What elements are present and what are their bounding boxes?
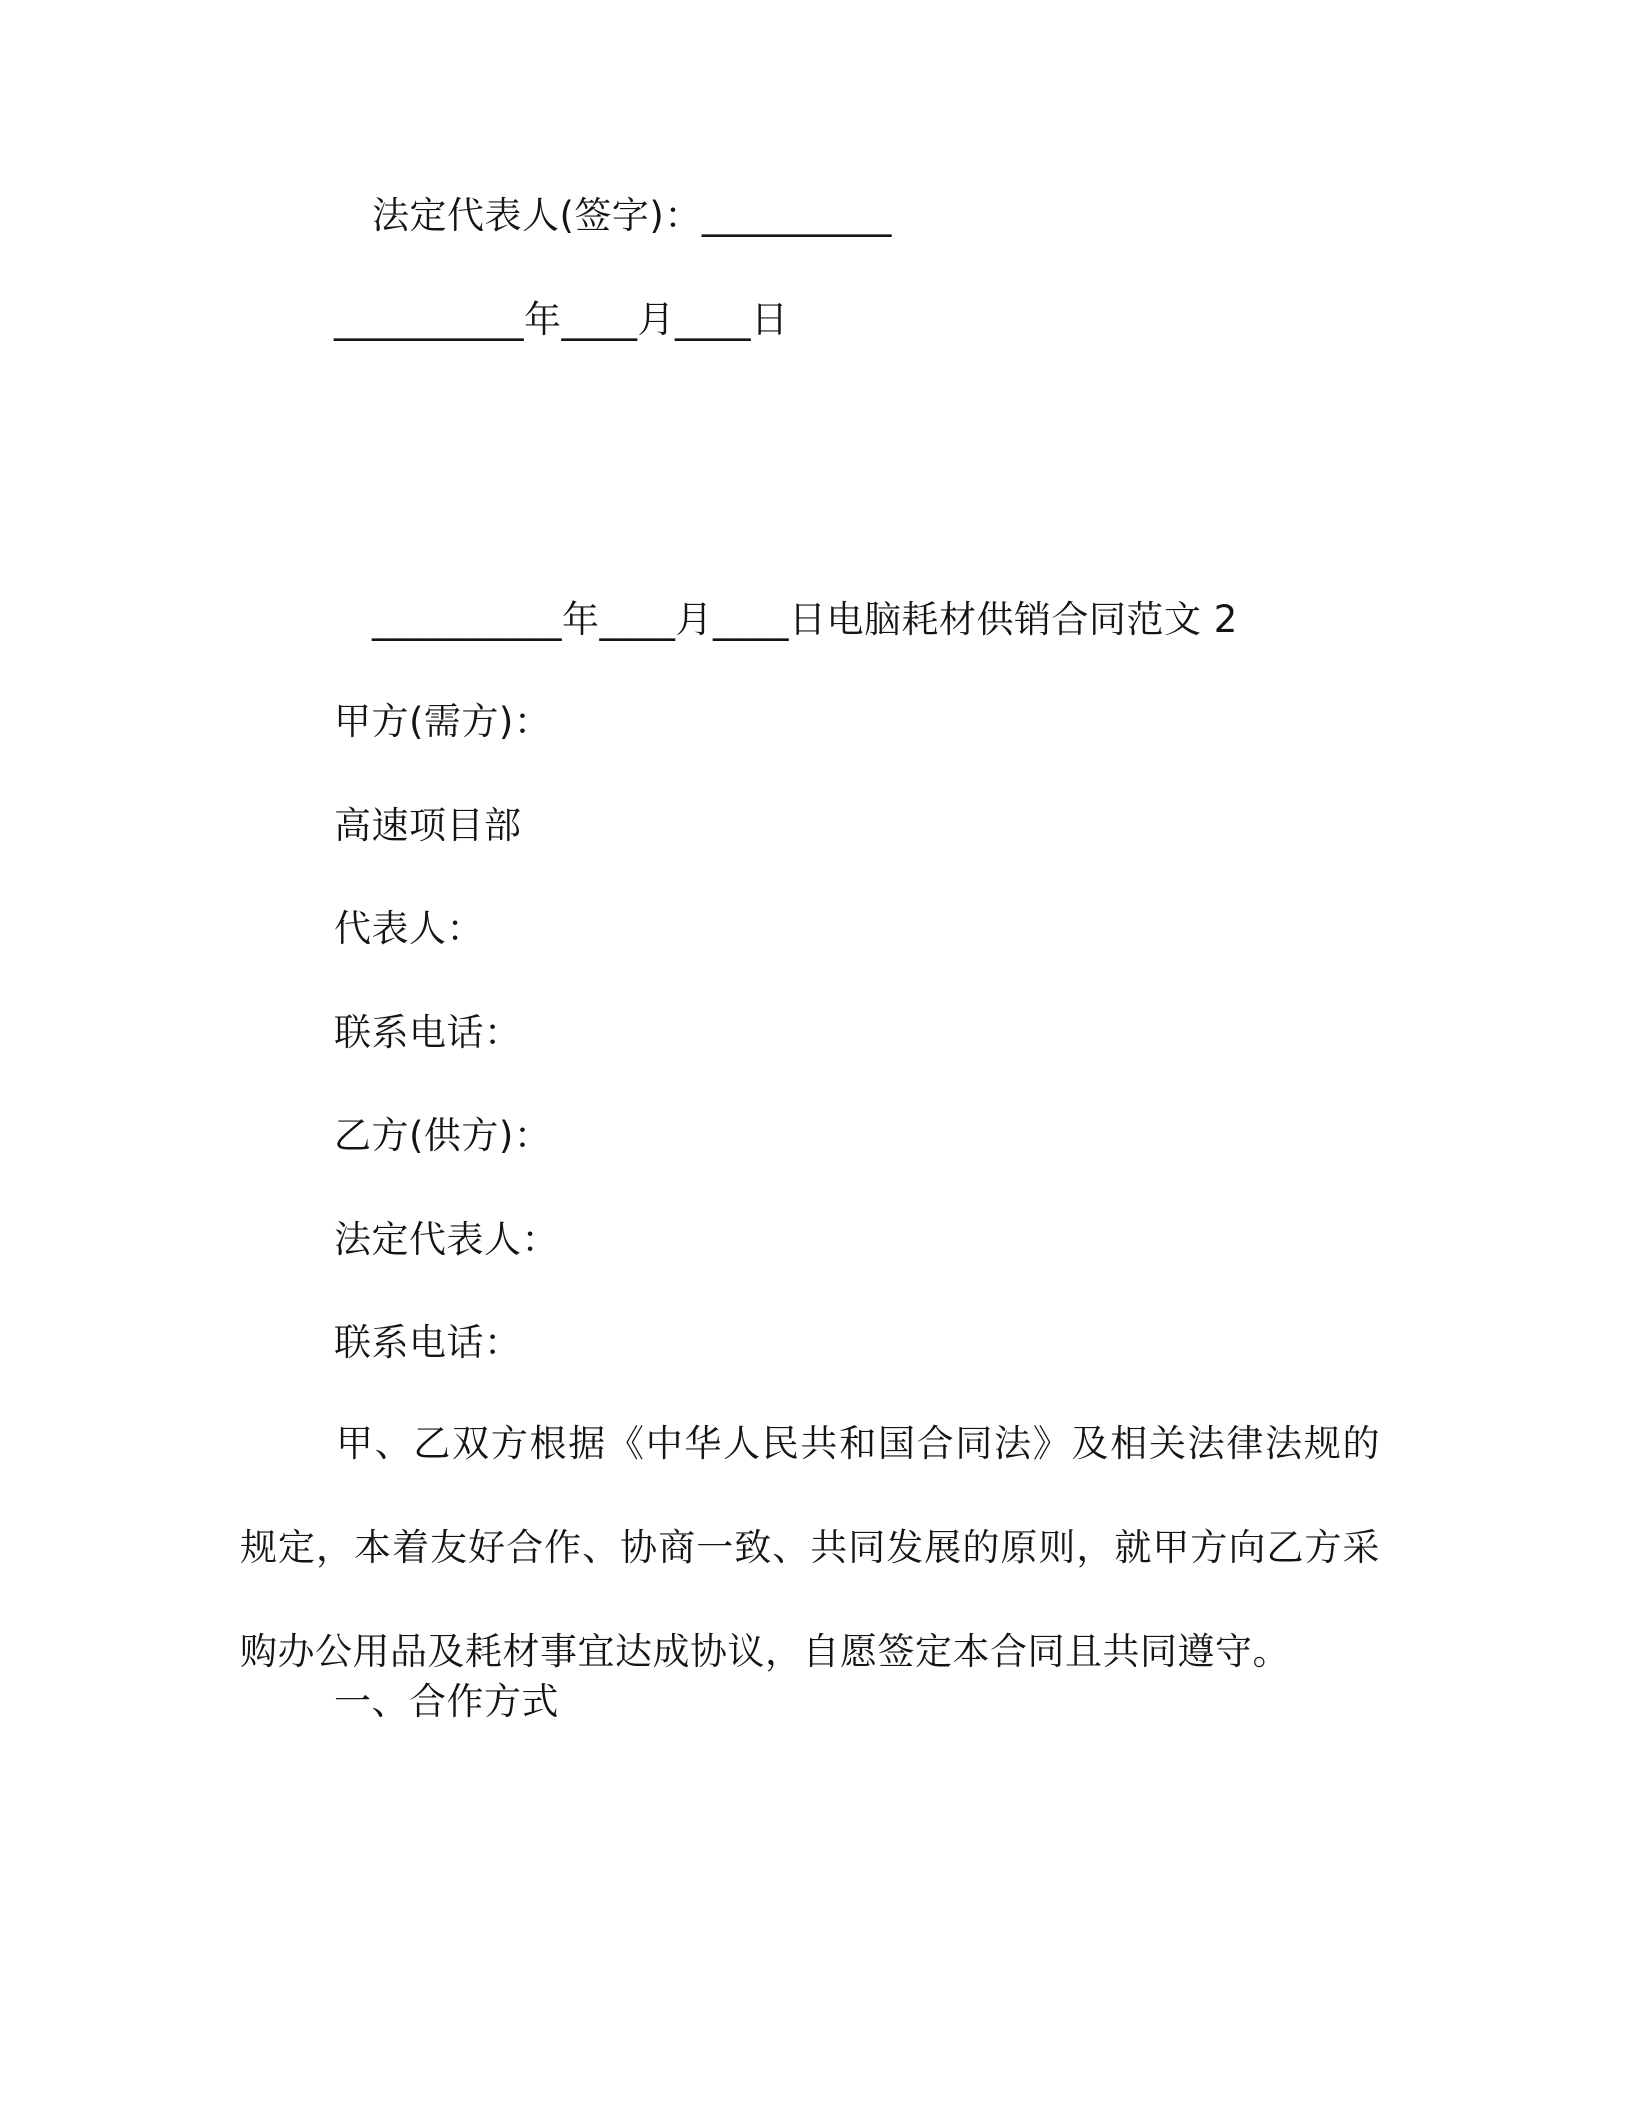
- party-b-phone: 联系电话：: [334, 1321, 522, 1364]
- party-a-label: 甲方(需方)：: [334, 700, 552, 743]
- party-b-label: 乙方(供方)：: [334, 1114, 552, 1157]
- party-a-phone: 联系电话：: [334, 1011, 522, 1054]
- section-heading: 一、合作方式: [334, 1680, 559, 1723]
- party-b-legal-representative: 法定代表人：: [334, 1218, 559, 1261]
- document-title: __________年____月____日电脑耗材供销合同范文 2: [372, 598, 1238, 641]
- signature-line: 法定代表人(签字)：__________: [372, 194, 892, 237]
- party-a-name: 高速项目部: [334, 804, 522, 847]
- signature-date-line: __________年____月____日: [334, 298, 789, 341]
- preamble-paragraph: 甲、乙双方根据《中华人民共和国合同法》及相关法律法规的规定，本着友好合作、协商一致、共同发展的原则，就甲方向乙方采购办公用品及耗材事宜达成协议，自愿签定本合同且共同遵守。: [240, 1422, 1380, 1673]
- party-a-representative: 代表人：: [334, 907, 484, 950]
